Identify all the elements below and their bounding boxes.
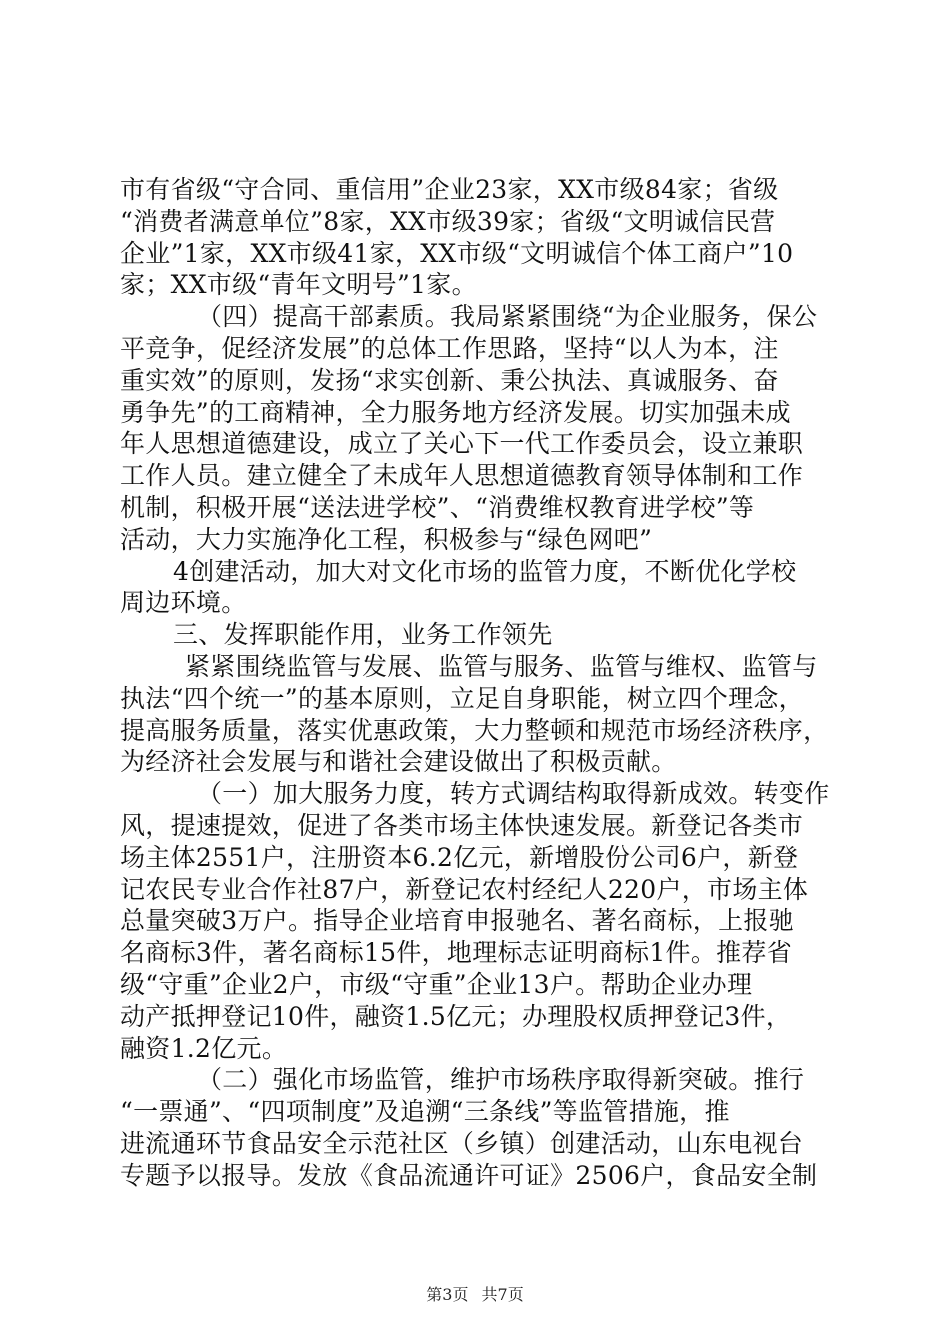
text-line: 平竞争，促经济发展”的总体工作思路，坚持“以人为本，注 <box>120 333 779 363</box>
page-total: 共7页 <box>481 1285 524 1304</box>
text-line: 执法“四个统一”的基本原则，立足自身职能，树立四个理念， <box>120 683 804 713</box>
text-line: 周边环境。 <box>120 588 247 618</box>
text-line: 名商标3件，著名商标15件，地理标志证明商标1件。推荐省 <box>120 938 793 968</box>
paragraph-heading-line: （四）提高干部素质。我局紧紧围绕“为企业服务，保公 <box>197 302 818 332</box>
paragraph-heading-line: （二）强化市场监管，维护市场秩序取得新突破。推行 <box>197 1065 805 1095</box>
text-line: 家；XX市级“青年文明号”1家。 <box>120 270 477 300</box>
text-line: 专题予以报导。发放《食品流通许可证》2506户，食品安全制 <box>120 1160 818 1190</box>
text-line: 融资1.2亿元。 <box>120 1033 288 1063</box>
text-line: 级“守重”企业2户，市级“守重”企业13户。帮助企业办理 <box>120 969 753 999</box>
text-line: 年人思想道德建设，成立了关心下一代工作委员会，设立兼职 <box>120 429 804 459</box>
text-line: 提高服务质量，落实优惠政策，大力整顿和规范市场经济秩序， <box>120 715 829 745</box>
text-line: “一票通”、“四项制度”及追溯“三条线”等监管措施，推 <box>120 1097 730 1127</box>
text-line: 机制，积极开展“送法进学校”、“消费维权教育进学校”等 <box>120 492 755 522</box>
paragraph-heading-line: （一）加大服务力度，转方式调结构取得新成效。转变作 <box>197 779 830 809</box>
text-line: 紧紧围绕监管与发展、监管与服务、监管与维权、监管与 <box>185 651 818 681</box>
text-line: 活动，大力实施净化工程，积极参与“绿色网吧” <box>120 524 653 554</box>
text-line: 总量突破3万户。指导企业培育申报驰名、著名商标，上报驰 <box>120 906 795 936</box>
text-line: 重实效”的原则，发扬“求实创新、秉公执法、真诚服务、奋 <box>120 365 779 395</box>
text-line: 市有省级“守合同、重信用”企业23家，XX市级84家；省级 <box>120 175 779 204</box>
section-heading: 三、发挥职能作用，业务工作领先 <box>173 620 553 650</box>
text-line: “消费者满意单位”8家，XX市级39家；省级“文明诚信民营 <box>120 206 776 236</box>
text-line: 勇争先”的工商精神，全力服务地方经济发展。切实加强未成 <box>120 397 791 427</box>
text-line: 场主体2551户，注册资本6.2亿元，新增股份公司6户，新登 <box>120 842 799 872</box>
page-number: 第3页 <box>426 1285 469 1304</box>
text-line: 记农民专业合作社87户，新登记农村经纪人220户，市场主体 <box>120 874 809 904</box>
text-line: 动产抵押登记10件，融资1.5亿元；办理股权质押登记3件， <box>120 1001 792 1031</box>
text-line: 风，提速提效，促进了各类市场主体快速发展。新登记各类市 <box>120 810 804 840</box>
page-footer <box>0 1285 950 1305</box>
text-line: 企业”1家，XX市级41家，XX市级“文明诚信个体工商户”10 <box>120 238 794 268</box>
text-line: 为经济社会发展与和谐社会建设做出了积极贡献。 <box>120 747 677 777</box>
text-line: 工作人员。建立健全了未成年人思想道德教育领导体制和工作 <box>120 461 804 491</box>
text-line: 4创建活动，加大对文化市场的监管力度，不断优化学校 <box>173 556 797 586</box>
text-line: 进流通环节食品安全示范社区（乡镇）创建活动，山东电视台 <box>120 1128 804 1158</box>
document-body <box>120 174 832 1192</box>
